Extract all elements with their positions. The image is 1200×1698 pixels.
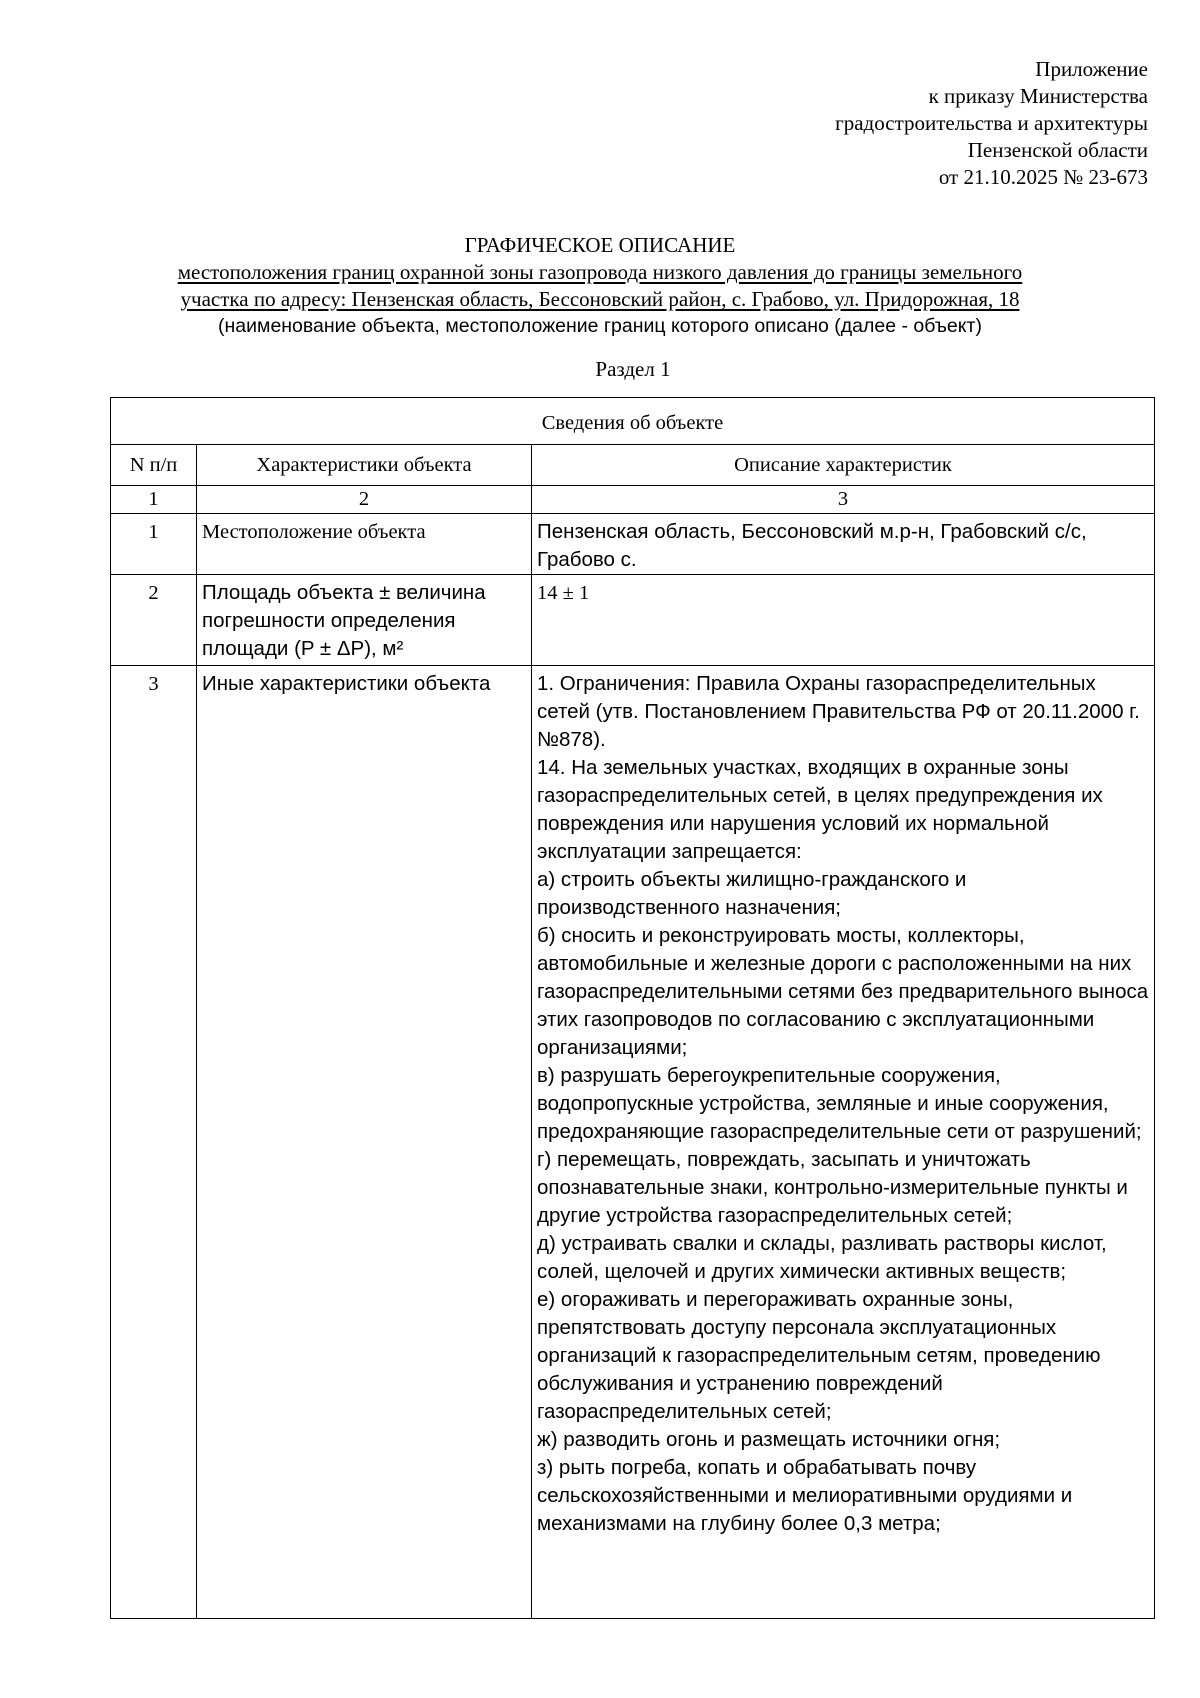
appendix-line: градостроительства и архитектуры xyxy=(835,111,1148,135)
appendix-date-number: от 21.10.2025 № 23-673 xyxy=(938,165,1148,189)
column-numbers-row xyxy=(111,486,1155,514)
row-description: 14 ± 1 xyxy=(532,575,1155,666)
object-caption: (наименование объекта, местоположение границ которого описано (далее - объект) xyxy=(218,315,982,337)
row-number: 1 xyxy=(111,514,197,575)
title-block xyxy=(60,232,1140,340)
restriction-paragraph: г) перемещать, повреждать, засыпать и уничтожать опознавательные знаки, контрольно-измерительные пункты и другие устройства газораспределительных сетей; xyxy=(537,1148,1128,1227)
section-title: Раздел 1 xyxy=(595,357,671,381)
object-name-line: участка по адресу: Пензенская область, Бессоновский район, с. Грабово, ул. Придорожная, 18 xyxy=(180,287,1020,311)
row-description: Пензенская область, Бессоновский м.р-н, Грабовский с/с, Грабово с. xyxy=(532,514,1155,575)
restriction-paragraph: в) разрушать берегоукрепительные сооружения, водопропускные устройства, земляные и иные сооружения, предохраняющие газораспределительные сети от разрушений; xyxy=(537,1064,1142,1143)
column-number: 1 xyxy=(111,486,197,514)
table-header-row xyxy=(111,445,1155,486)
appendix-line: Пензенской области xyxy=(967,138,1148,162)
row-number: 2 xyxy=(111,575,197,666)
table-title: Сведения об объекте xyxy=(111,398,1155,445)
row-characteristic: Площадь объекта ± величина погрешности определения площади (P ± ΔP), м² xyxy=(197,575,532,666)
restriction-paragraph: ж) разводить огонь и размещать источники огня; xyxy=(537,1428,1001,1451)
table-row xyxy=(111,575,1155,666)
restriction-paragraph: 1. Ограничения: Правила Охраны газораспределительных сетей (утв. Постановлением Правительства РФ от 20.11.2000 г. №878). xyxy=(537,672,1140,751)
column-number: 2 xyxy=(197,486,532,514)
header-characteristic: Характеристики объекта xyxy=(197,445,532,486)
row-characteristic: Иные характеристики объекта xyxy=(197,666,532,1619)
restriction-paragraph: 14. На земельных участках, входящих в охранные зоны газораспределительных сетей, в целях предупреждения их повреждения или нарушения условий их нормальной эксплуатации запрещается: xyxy=(537,756,1103,863)
appendix-block xyxy=(835,56,1148,191)
header-number: N п/п xyxy=(111,445,197,486)
restriction-paragraph: д) устраивать свалки и склады, разливать растворы кислот, солей, щелочей и других химически активных веществ; xyxy=(537,1232,1107,1283)
appendix-line: к приказу Министерства xyxy=(928,84,1148,108)
appendix-line: Приложение xyxy=(1035,57,1148,81)
restriction-paragraph: а) строить объекты жилищно-гражданского и производственного назначения; xyxy=(537,868,967,919)
table-row xyxy=(111,514,1155,575)
restriction-paragraph: е) огораживать и перегораживать охранные зоны, препятствовать доступу персонала эксплуатационных организаций к газораспределительным сетям, проведению обслуживания и устранению повреждений газораспределительных сетей; xyxy=(537,1288,1101,1423)
row-characteristic: Местоположение объекта xyxy=(197,514,532,575)
restriction-paragraph: б) сносить и реконструировать мосты, коллекторы, автомобильные и железные дороги с расположенными на них газораспределительными сетями без предварительного выноса этих газопроводов по согласованию с эксплуатационными организациями; xyxy=(537,924,1149,1059)
column-number: 3 xyxy=(532,486,1155,514)
row-description xyxy=(532,666,1155,1619)
object-info-table xyxy=(110,397,1155,1619)
object-name-line: местоположения границ охранной зоны газопровода низкого давления до границы земельного xyxy=(177,260,1023,284)
row-number: 3 xyxy=(111,666,197,1619)
table-title-row xyxy=(111,398,1155,445)
document-heading: ГРАФИЧЕСКОЕ ОПИСАНИЕ xyxy=(464,233,736,257)
table-row xyxy=(111,666,1155,1619)
restriction-paragraph: з) рыть погреба, копать и обрабатывать почву сельскохозяйственными и мелиоративными орудиями и механизмами на глубину более 0,3 метра; xyxy=(537,1456,1073,1535)
header-description: Описание характеристик xyxy=(532,445,1155,486)
